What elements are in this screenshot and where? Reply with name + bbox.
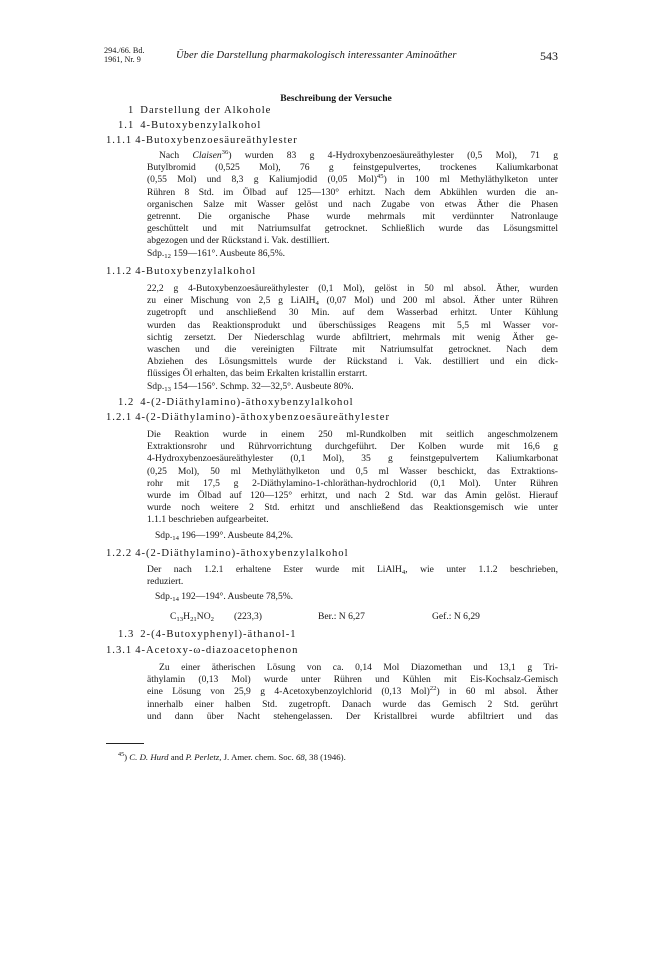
paragraph-1-2-1: Die Reaktion wurde in einem 250 ml-Rundkolben mit seitlich angeschmolzenem Extraktionsrohr und Rührvorrichtung durchgeführt. Der Kolben wurde mit 16,6 g 4-Hydroxybenzoesäureäthylester (0,1 Mol), 35 g feinstgepulvertem Kaliumkarbonat (0,25 Mol), 50 ml Methyläthylketon und 0,5 ml Wasser beschickt, das Extraktions- rohr mit 17,5 g 2-Diäthylamino-1-chloräthan-hydrochlorid (0,1 Mol). Unter Rühren wurde im Ölbad auf 120—125° erhitzt, und nach 2 Std. war das Amin gelöst. Hierauf wurde noch weitere 2 Std. erhitzt und anschließend das Reaktionsgemisch wie unter 1.1.1 beschrieben aufgearbeitet. $Sdp._{14}$ 196—199°. Ausbeute 84,2%. [147, 429, 558, 542]
paragraph-1-1-2: 22,2 g 4-Butoxybenzoesäureäthylester (0,1 Mol), gelöst in 50 ml absol. Äther, wurden zu einer Mischung von 2,5 g LiAlH$_4$ (0,07 Mol) und 200 ml absol. Äther unter Rühren zugetropft und anschließend 30 Min. auf dem Wasserbad erhitzt. Unter Kühlung wurden das Reaktionsprodukt und überschüssiges Reagens mit 5,5 ml Wasser vor- sichtig zersetzt. Der Niederschlag wurde abfiltriert, mehrmals mit wenig Äther ge- waschen und die vereinigten Filtrate mit Natriumsulfat getrocknet. Nach dem Abziehen des Lösungsmittels wurde der Rückstand i. Vak. destilliert und ein dick- flüssiges Öl erhalten, das beim Erkalten kristallin erstarrt. $Sdp._{13}$ 154—156°. Schmp. 32—32,5°. Ausbeute 80%. [147, 283, 558, 393]
heading-1-3-1: 1.3.1 4-Acetoxy-ω-diazoacetophenon [106, 645, 299, 656]
molecular-weight: (223,3) [234, 611, 262, 622]
heading-1-2-2: 1.2.2 4-(2-Diäthylamino)-äthoxybenzylalkohol [106, 548, 349, 559]
volume-line-2: 1961, Nr. 9 [104, 55, 141, 64]
paragraph-1-2-2: Der nach 1.2.1 erhaltene Ester wurde mit LiAlH$_4$, wie unter 1.1.2 beschrieben, reduziert. $Sdp._{14}$ 192—194°. Ausbeute 78,5%. [147, 564, 559, 604]
heading-1-1: 1.1 4-Butoxybenzylalkohol [118, 120, 262, 131]
calculated-value: Ber.: N 6,27 [318, 611, 365, 622]
heading-1-2-1: 1.2.1 4-(2-Diäthylamino)-äthoxybenzoesäureäthylester [106, 412, 391, 423]
heading-1-3: 1.3 2-(4-Butoxyphenyl)-äthanol-1 [118, 629, 297, 640]
heading-1-2: 1.2 4-(2-Diäthylamino)-äthoxybenzylalkohol [118, 397, 354, 408]
running-title: Über die Darstellung pharmakologisch interessanter Aminoäther [176, 50, 457, 61]
found-value: Gef.: N 6,29 [432, 611, 480, 622]
heading-1-1-2: 1.1.2 4-Butoxybenzylalkohol [106, 266, 257, 277]
page-number: 543 [540, 49, 558, 63]
footnote: $^{45}$) C. D. Hurd and P. Perletz, J. Amer. chem. Soc. 68, 38 (1946). [118, 752, 346, 762]
paragraph-1-3-1: Zu einer ätherischen Lösung von ca. 0,14 Mol Diazomethan und 13,1 g Tri- äthylamin (0,13 Mol) wurde unter Rühren und Kühlen mit Eis-Kochsalz-Gemisch eine Lösung von 25,9 g 4-Acetoxybenzoylchlorid (0,13 Mol)$^{22}$) in 60 ml absol. Äther innerhalb einer halben Std. zugetropft. Danach wurde das Gemisch 2 Std. gerührt und dann über Nacht stehengelassen. Der Kristallbrei wurde abfiltriert und das [147, 662, 558, 722]
heading-1: 1 Darstellung der Alkohole [128, 105, 272, 116]
volume-line-1: 294./66. Bd. [104, 46, 145, 55]
section-title: Beschreibung der Versuche [280, 93, 392, 104]
volume-info [104, 46, 145, 64]
footnote-divider [106, 743, 144, 744]
molecular-formula: $C_{13}H_{21}NO_2$ [170, 611, 214, 623]
paragraph-1-1-1: Nach Claisen$^{36}$) wurden 83 g 4-Hydroxybenzoesäureäthylester (0,5 Mol), 71 g Butylbromid (0,525 Mol), 76 g feinstgepulvertes, trockenes Kaliumkarbonat (0,55 Mol) und 8,3 g Kaliumjodid (0,05 Mol)$^{45}$) in 100 ml Methyläthylketon unter Rühren 8 Std. im Ölbad auf 125—130° erhitzt. Nach dem Abkühlen wurden die an- organischen Salze mit Wasser gelöst und nach Zugabe von etwas Äther die Phasen getrennt. Die organische Phase wurde mehrmals mit verdünnter Natronlauge geschüttelt und mit Natriumsulfat getrocknet. Schließlich wurde das Lösungsmittel abgezogen und der Rückstand i. Vak. destilliert. $Sdp._{12}$ 159—161°. Ausbeute 86,5%. [147, 149, 558, 260]
heading-1-1-1: 1.1.1 4-Butoxybenzoesäureäthylester [106, 135, 298, 146]
